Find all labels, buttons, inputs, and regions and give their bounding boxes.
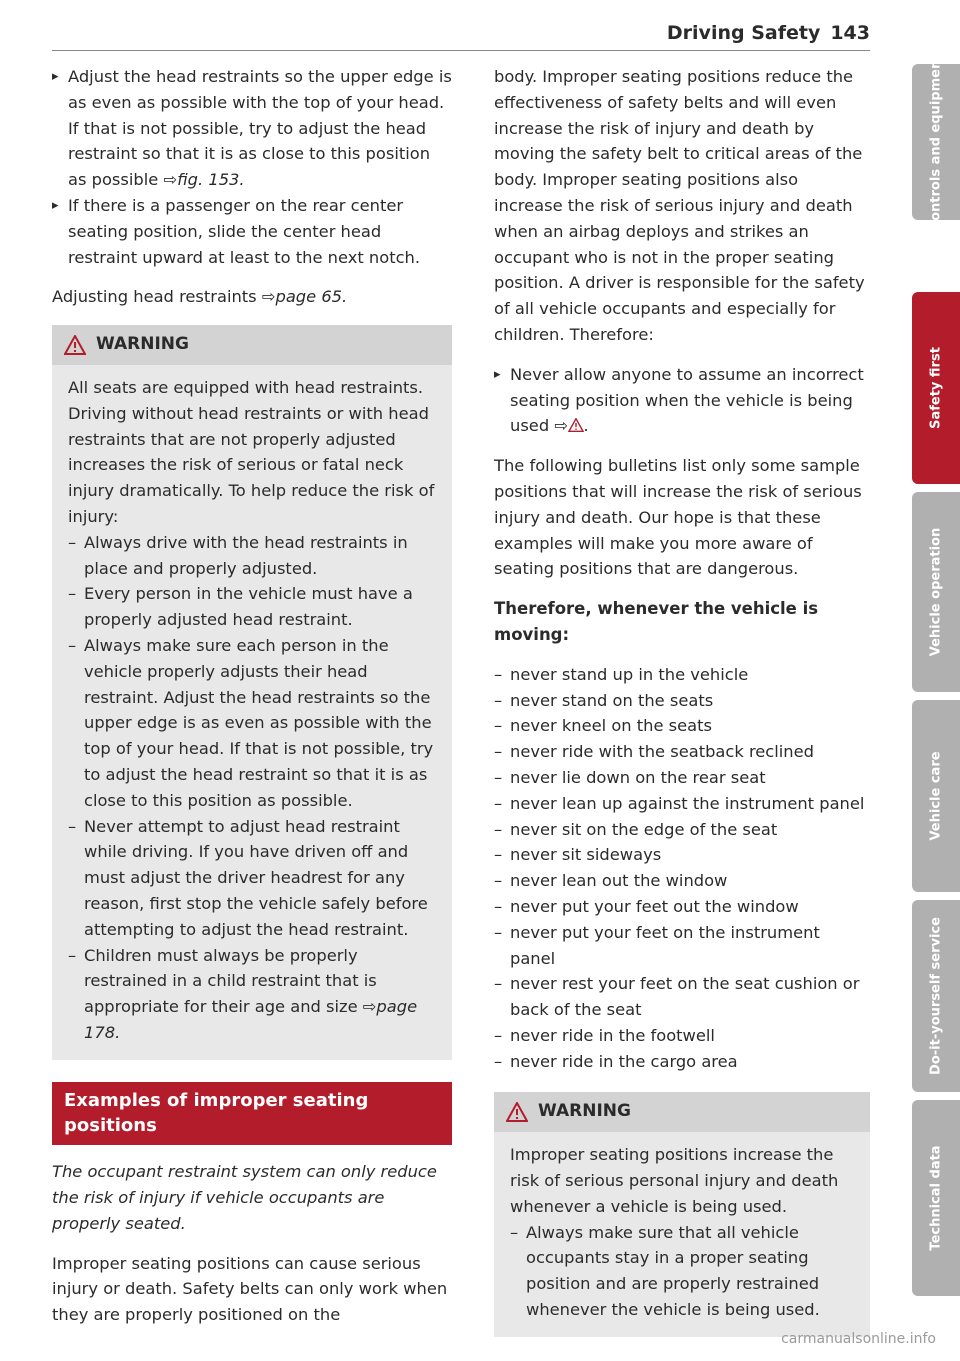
sidebar-tab-operation[interactable]: Vehicle operation	[912, 492, 960, 692]
warning-intro: Improper seating positions increase the risk of serious personal injury and death whenever a vehicle is being used.	[510, 1145, 839, 1216]
sidebar-tab-controls[interactable]: Controls and equipment	[912, 64, 960, 220]
running-header	[667, 22, 870, 44]
list-item: – never rest your feet on the seat cushion or back of the seat	[494, 971, 870, 1023]
sidebar-tab-technical[interactable]: Technical data	[912, 1100, 960, 1296]
section-name: Driving Safety	[666, 22, 821, 44]
warning-item: – Children must always be properly restrained in a child restraint that is appropriate for their age and size ⇨page 178.	[68, 943, 436, 1046]
warning-intro: All seats are equipped with head restraints. Driving without head restraints or with head restraints that are not properly adjusted increases the risk of serious or fatal neck injury dramatically. To help reduce the risk of injury:	[68, 377, 435, 526]
warning-item: – Always make sure each person in the vehicle properly adjusts their head restraint. Adjust the head restraints so the upper edge is as even as possible with the top of your head. If that is not possible, try to adjust the head restraint so that it is as close to this position as possible.	[68, 633, 436, 814]
warning-item: – Always drive with the head restraints in place and properly adjusted.	[68, 530, 436, 582]
warning-triangle-icon	[64, 335, 86, 355]
sidebar-tab-safety[interactable]: Safety first	[912, 292, 960, 484]
page-ref-link[interactable]: ⇨page 178.	[84, 997, 418, 1042]
list-item: – never sit sideways	[494, 842, 870, 868]
paragraph: Improper seating positions can cause serious injury or death. Safety belts can only work when they are properly positioned on the	[52, 1253, 448, 1325]
list-item: – never lean out the window	[494, 868, 870, 894]
list-item: – never ride in the footwell	[494, 1023, 870, 1049]
list-item: – never kneel on the seats	[494, 713, 870, 739]
warning-body	[494, 1132, 870, 1337]
warning-item: – Every person in the vehicle must have a properly adjusted head restraint.	[68, 581, 436, 633]
list-item: – never ride with the seatback reclined	[494, 739, 870, 765]
list-item: – never stand on the seats	[494, 688, 870, 714]
section-title: Examples of improper seating positions	[52, 1082, 452, 1146]
figure-ref-link[interactable]: ⇨fig. 153.	[163, 170, 245, 190]
warning-triangle-icon	[506, 1102, 528, 1122]
bullet-item: ▸ Adjust the head restraints so the upper edge is as even as possible with the top of your head. If that is not possible, try to adjust the head restraint so that it is as close to this position as possible ⇨fig. 153.	[52, 64, 452, 193]
bullet-item: ▸ Never allow anyone to assume an incorrect seating position when the vehicle is being used ⇨ .	[494, 362, 870, 439]
warning-item: – Always make sure that all vehicle occupants stay in a proper seating position and are properly restrained whenever the vehicle is being used.	[510, 1220, 854, 1323]
list-item: – never lie down on the rear seat	[494, 765, 870, 791]
sidebar-tab-care[interactable]: Vehicle care	[912, 700, 960, 892]
bullet-item: ▸ If there is a passenger on the rear center seating position, slide the center head restraint upward at least to the next notch.	[52, 193, 452, 270]
list-item: – never stand up in the vehicle	[494, 662, 870, 688]
page-ref-link[interactable]: ⇨page 65.	[261, 287, 348, 307]
page-number: 143	[830, 22, 870, 44]
paragraph: The following bulletins list only some sample positions that will increase the risk of serious injury and death. Our hope is that these examples will make you more aware of seating positions that are dangerous.	[494, 456, 862, 579]
warning-title: WARNING	[96, 334, 189, 355]
warning-box	[52, 325, 452, 1060]
list-item: – never put your feet out the window	[494, 894, 870, 920]
warning-title: WARNING	[538, 1101, 631, 1122]
section-intro: The occupant restraint system can only reduce the risk of injury if vehicle occupants are properly seated.	[52, 1162, 437, 1233]
list-item: – never ride in the cargo area	[494, 1049, 870, 1075]
warning-header	[52, 325, 452, 365]
warning-triangle-icon	[568, 418, 584, 432]
warning-header	[494, 1092, 870, 1132]
right-column	[494, 64, 870, 1337]
list-item: – never put your feet on the instrument panel	[494, 920, 870, 972]
paragraph: body. Improper seating positions reduce the effectiveness of safety belts and will even increase the risk of injury and death by moving the safety belt to critical areas of the body. Improper seating positions also increase the risk of serious injury and death when an airbag deploys and strikes an occupant who is not in the proper seating position. A driver is responsible for the safety of all vehicle occupants and especially for children. Therefore:	[494, 67, 865, 344]
sidebar-tab-diy[interactable]: Do-it-yourself service	[912, 900, 960, 1092]
subheading: Therefore, whenever the vehicle is moving:	[494, 599, 819, 644]
position-list	[494, 662, 870, 1075]
warning-item: – Never attempt to adjust head restraint while driving. If you have driven off and must adjust the driver headrest for any reason, first stop the vehicle safely before attempting to adjust the head restraint.	[68, 814, 436, 943]
paragraph: Adjusting head restraints ⇨page 65.	[52, 287, 348, 307]
watermark: carmanualsonline.info	[781, 1331, 936, 1347]
list-item: – never sit on the edge of the seat	[494, 817, 870, 843]
warning-box	[494, 1092, 870, 1336]
warning-ref-link[interactable]: ⇨ .	[554, 416, 590, 436]
warning-body	[52, 365, 452, 1060]
left-column	[52, 64, 452, 1328]
header-rule	[52, 50, 870, 51]
list-item: – never lean up against the instrument panel	[494, 791, 870, 817]
